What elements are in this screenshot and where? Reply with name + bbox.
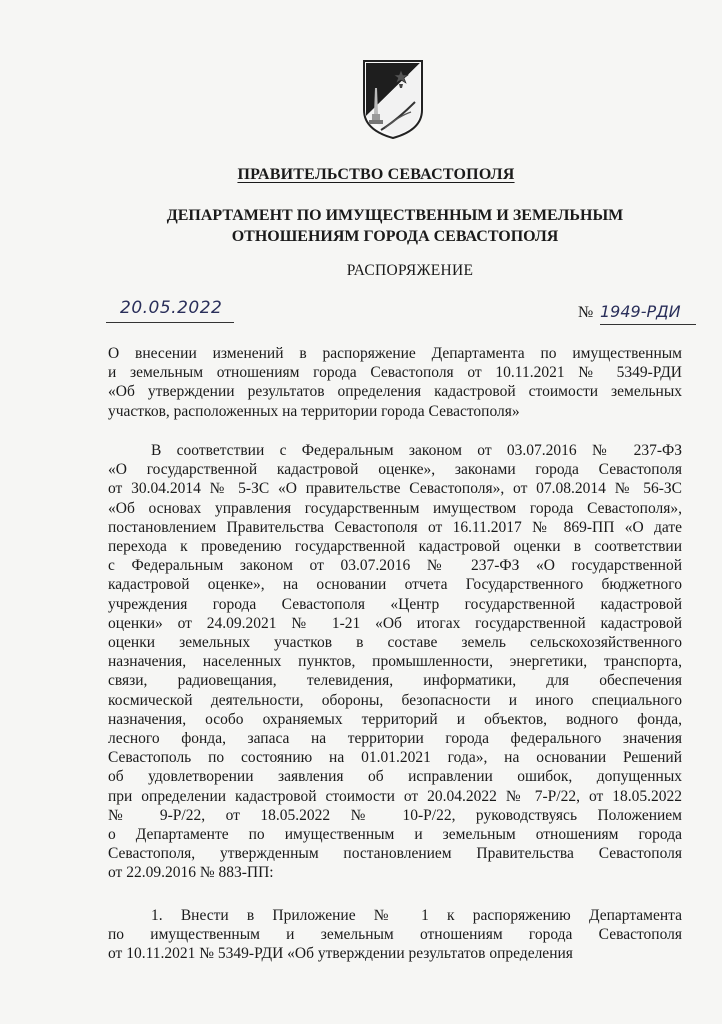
number-sign: № <box>578 304 594 321</box>
department-title <box>100 205 690 247</box>
text-line: космической деятельности, обороны, безопасности и иного специального <box>108 691 682 709</box>
text-line: с Федеральным законом от 03.07.2016 № 237-ФЗ «О государственной <box>108 557 682 575</box>
text-line: от 10.11.2021 № 5349-РДИ «Об утверждении результатов определения <box>108 945 573 963</box>
text-line: о Департаменте по имущественным и земельным отношениям города <box>108 826 682 844</box>
handwritten-date: 20.05.2022 <box>120 298 223 318</box>
text-line: участков, расположенных на территории города Севастополя» <box>108 402 520 420</box>
handwritten-document-number: 1949-РДИ <box>600 302 696 325</box>
subject-block <box>108 344 682 421</box>
text-line: и земельным отношениям города Севастополя от 10.11.2021 № 5349-РДИ <box>108 364 682 382</box>
text-line: перехода к проведению государственной кадастровой оценки в соответствии <box>108 538 682 556</box>
document-number-field <box>578 302 698 326</box>
date-field <box>106 298 234 323</box>
government-title <box>0 166 722 184</box>
text-line: 1. Внести в Приложение № 1 к распоряжению Департамента <box>151 907 682 924</box>
text-line: Севастополь по состоянию на 01.01.2021 года», на основании Решений <box>108 749 682 767</box>
text-line: по имущественным и земельным отношениям города Севастополя <box>108 926 682 944</box>
text-line: от 30.04.2014 № 5-ЗС «О правительстве Севастополя», от 07.08.2014 № 56-ЗС <box>108 480 682 498</box>
text-line: от 22.09.2016 № 883-ПП: <box>108 864 274 882</box>
clause-1-paragraph <box>108 906 682 964</box>
department-title-line: ОТНОШЕНИЯМ ГОРОДА СЕВАСТОПОЛЯ <box>231 228 559 245</box>
government-title-text: ПРАВИТЕЛЬСТВО СЕВАСТОПОЛЯ <box>237 166 515 183</box>
text-line: назначения, населенных пунктов, промышленности, энергетики, транспорта, <box>108 653 682 671</box>
text-line: лесного фонда, запаса на территории города федерального значения <box>108 730 682 748</box>
preamble-paragraph <box>108 441 682 883</box>
text-line: «Об утверждении результатов определения кадастровой стоимости земельных <box>108 383 682 401</box>
text-line: О внесении изменений в распоряжение Департамента по имущественным <box>108 345 682 362</box>
text-line: № 9-Р/22, от 18.05.2022 № 10-Р/22, руководствуясь Положением <box>108 806 682 824</box>
text-line: кадастровой оценке», на основании отчета Государственного бюджетного <box>108 576 682 594</box>
text-line: назначения, особо охраняемых территорий и объектов, водного фонда, <box>108 710 682 728</box>
text-line: «Об основах управления государственным имуществом города Севастополя», <box>108 499 682 517</box>
text-line: В соответствии с Федеральным законом от 03.07.2016 № 237-ФЗ <box>151 442 682 459</box>
department-title-line: ДЕПАРТАМЕНТ ПО ИМУЩЕСТВЕННЫМ И ЗЕМЕЛЬНЫМ <box>166 207 624 224</box>
text-line: об удовлетворении заявления об исправлении ошибок, допущенных <box>108 768 682 786</box>
document-type: РАСПОРЯЖЕНИЕ <box>346 262 474 279</box>
sevastopol-coat-of-arms-emblem <box>361 58 425 140</box>
text-line: учреждения города Севастополя «Центр государственной кадастровой <box>108 595 682 613</box>
text-line: постановлением Правительства Севастополя от 16.11.2017 № 869-ПП «О дате <box>108 518 682 536</box>
text-line: оценки» от 24.09.2021 № 1-21 «Об итогах государственной кадастровой <box>108 614 682 632</box>
text-line: связи, радиовещания, телевидения, информатики, для обеспечения <box>108 672 682 690</box>
text-line: Севастополя, утвержденным постановлением Правительства Севастополя <box>108 845 682 863</box>
text-line: при определении кадастровой стоимости от 20.04.2022 № 7-Р/22, от 18.05.2022 <box>108 787 682 805</box>
text-line: «О государственной кадастровой оценке», законами города Севастополя <box>108 461 682 479</box>
text-line: оценки земельных участков в составе земель сельскохозяйственного <box>108 634 682 652</box>
